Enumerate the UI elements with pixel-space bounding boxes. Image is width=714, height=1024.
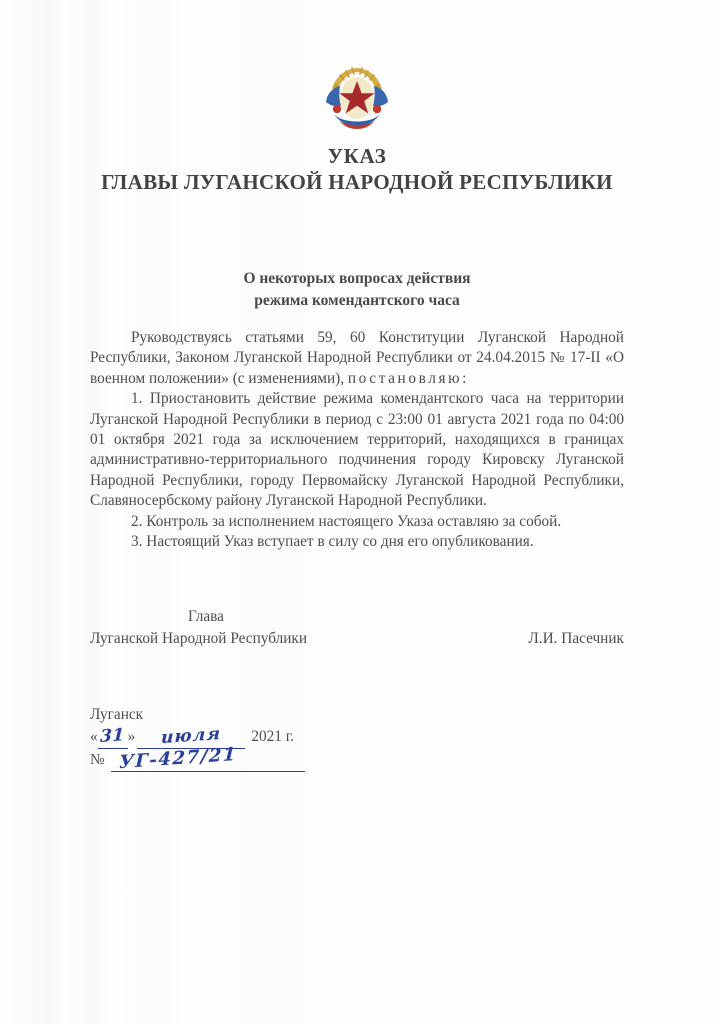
lnr-coat-of-arms-icon [318,62,396,134]
preamble-colon: : [462,369,467,387]
paragraph-item-1: 1. Приостановить действие режима комендантского часа на территории Луганской Народной Республики в период с 23:00 01 августа 2021 года по 04:00 01 октября 2021 года за исключением территорий, находящихся в границах административно-территориального подчинения городу Кировску Луганской Народной Республики, городу Первомайску Луганской Народной Республики, Славяносербскому району Луганской Народной Республики. [90,390,624,510]
signatory-role-line-1: Глава [188,608,224,625]
issue-month-handwritten: июля [160,724,222,749]
paragraph-item-2: 2. Контроль за исполнением настоящего Указа оставляю за собой. [131,512,562,530]
registration-number-slot [107,743,305,773]
date-quote-close: » [127,728,136,746]
document-body [90,328,624,552]
subject-line-2: режима комендантского часа [254,292,460,309]
preamble-decree-verb: постановляю [347,369,463,387]
issue-day-handwritten: 31 [99,725,126,748]
subject-line-1: О некоторых вопросах действия [243,270,471,287]
registration-number-handwritten: УГ-427/21 [118,743,237,773]
issue-day-slot [98,726,128,746]
document-subject [0,268,714,312]
registration-number-label: № [90,750,105,768]
preamble-text: Руководствуясь статьями 59, 60 Конституции Луганской Народной Республики, Законом Луганской Народной Республики от 24.04.2015 № 17-II «О военном положении» (с изменениями), [90,329,624,387]
document-title-main: УКАЗ [327,144,387,168]
document-title-authority: ГЛАВЫ ЛУГАНСКОЙ НАРОДНОЙ РЕСПУБЛИКИ [101,169,613,194]
registration-number-underline [111,771,305,772]
signature-row [90,628,624,650]
issue-city: Луганск [90,706,144,723]
document-title-block [0,144,714,195]
signatory-role-line-2: Луганской Народной Республики [90,630,308,648]
paragraph-item-3: 3. Настоящий Указ вступает в силу со дня его опубликования. [131,533,534,551]
paragraph-preamble [90,328,624,389]
issue-year: 2021 г. [251,728,295,746]
issue-date-row [90,724,305,749]
signatory-name: Л.И. Пасечник [528,630,624,648]
emblem-container [0,62,714,139]
document-footer-block [90,706,305,773]
signature-block [90,606,624,650]
registration-number-row [90,743,305,773]
date-quote-open: « [90,728,98,746]
